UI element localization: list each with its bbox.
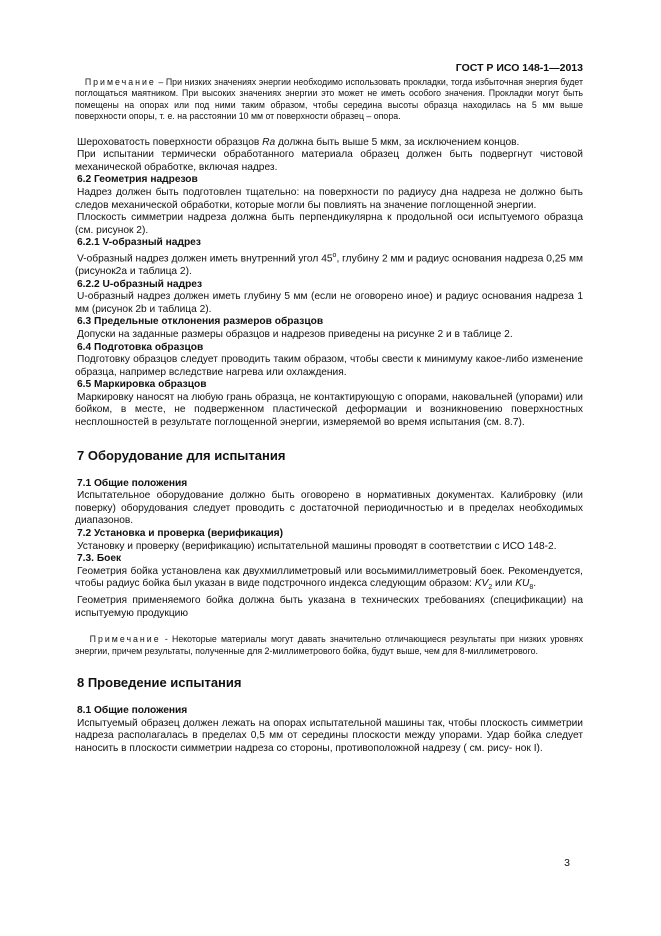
paragraph-roughness bbox=[75, 137, 583, 150]
kv-symbol: KV bbox=[474, 578, 489, 590]
section-7-3-paragraph-2: Геометрия применяемого бойка должна быть указана в технических требованиях (спецификации) на испытуемую продукцию bbox=[75, 595, 583, 619]
note-paragraph-2 bbox=[75, 634, 583, 657]
ra-symbol: Ra bbox=[262, 136, 276, 148]
section-7-title: 7 Оборудование для испытания bbox=[77, 447, 286, 463]
document-id-header: ГОСТ Р ИСО 148-1—2013 bbox=[455, 62, 583, 74]
section-6-2-paragraph-2: Плоскость симметрии надреза должна быть перпендикулярна к продольной оси испытуемого образца (см. рисунок 2). bbox=[75, 212, 583, 236]
section-6-3-paragraph: Допуски на заданные размеры образцов и надрезов приведены на рисунке 2 и в таблице 2. bbox=[77, 328, 513, 340]
section-7-2-title: 7.2 Установка и проверка (верификация) bbox=[77, 528, 284, 540]
text-span: Шероховатость поверхности образцов bbox=[77, 136, 263, 148]
section-7-1-title: 7.1 Общие положения bbox=[77, 477, 188, 489]
text-span: , глубину 2 мм и радиус основания надреза 0,25 мм (рисунок2a и таблица 2). bbox=[75, 253, 583, 277]
text-span: V-образный надрез должен иметь внутренний угол 45 bbox=[77, 253, 333, 265]
note-label: Примечание bbox=[84, 77, 156, 87]
text-span: Геометрия бойка установлена как двухмиллиметровый или восьмимиллиметровый боек. Рекомендуется, чтобы радиус бойка был указан в виде подстрочного индекса следующим образом: bbox=[75, 565, 583, 590]
section-6-2-title: 6.2 Геометрия надрезов bbox=[77, 174, 198, 186]
section-6-2-2-title: 6.2.2 U-образный надрез bbox=[77, 278, 203, 290]
section-6-2-1-paragraph bbox=[75, 250, 583, 279]
section-6-4-paragraph: Подготовку образцов следует проводить таким образом, чтобы свести к минимуму какое-либо изменение образца, например вследствие нагрева или охлаждения. bbox=[75, 354, 583, 378]
page-content bbox=[75, 77, 583, 755]
text-span: или bbox=[492, 578, 516, 590]
degree-sign: o bbox=[332, 251, 337, 259]
section-6-4-title: 6.4 Подготовка образцов bbox=[77, 341, 204, 353]
section-6-2-paragraph-1: Надрез должен быть подготовлен тщательно: на поверхности по радиусу дна надреза не должно быть следов механической обработки, которые могли бы повлиять на значение поглощенной энергии. bbox=[75, 187, 583, 211]
kv-subscript: 2 bbox=[488, 584, 493, 592]
section-7-1-paragraph: Испытательное оборудование должно быть оговорено в нормативных документах. Калибровку (или поверку) оборудования следует проводить с достаточной периодичностью и в пределах необходимых диапазонов. bbox=[75, 490, 583, 527]
page-number: 3 bbox=[564, 857, 570, 869]
section-6-5-paragraph: Маркировку наносят на любую грань образца, не контактирующую с опорами, наковальней (упорами) или бойком, в месте, не подверженном пластической деформации и возникновению поверхностных несплошностей в результате поглощенной энергии, измеряемой во время испытания (см. 8.7). bbox=[75, 391, 583, 429]
note-text: - Некоторые материалы могут давать значительно отличающиеся результаты при низких уровнях энергии, причем результаты, полученные для 2-миллиметрового бойка, будут выше, чем для 8-миллиметрового. bbox=[75, 634, 583, 656]
note-label: Примечание bbox=[89, 634, 161, 645]
section-8-1-paragraph: Испытуемый образец должен лежать на опорах испытательной машины так, чтобы плоскость симметрии надреза располагалась в пределах 0,5 мм от середины плоскости между упорами. Удар бойка следует наносить в плоскости симметрии надреза со стороны, противоположной надрезу ( см. рису- нок I). bbox=[75, 717, 583, 754]
section-6-3-title: 6.3 Предельные отклонения размеров образцов bbox=[77, 316, 324, 328]
section-6-5-title: 6.5 Маркировка образцов bbox=[77, 379, 207, 391]
paragraph-heat-treatment: При испытании термически обработанного материала образец должен быть подвергнут чистовой механической обработке, включая надрез. bbox=[75, 149, 583, 173]
note-paragraph-1 bbox=[75, 77, 583, 123]
section-6-2-2-paragraph: U-образный надрез должен иметь глубину 5 мм (если не оговорено иное) и радиус основания надреза 1 мм (рисунок 2b и таблица 2). bbox=[75, 291, 583, 315]
section-7-3-title: 7.3. Боек bbox=[77, 553, 122, 565]
section-7-3-paragraph-1 bbox=[75, 566, 583, 595]
ku-symbol: KU bbox=[515, 578, 530, 590]
section-6-2-1-title: 6.2.1 V-образный надрез bbox=[77, 237, 201, 249]
text-span: . bbox=[533, 578, 537, 590]
section-7-2-paragraph: Установку и проверку (верификацию) испытательной машины проводят в соответствии с ИСО 148-2. bbox=[77, 540, 557, 552]
ku-subscript: 8 bbox=[529, 584, 534, 592]
section-8-title: 8 Проведение испытания bbox=[77, 675, 242, 691]
note-text: – При низких значениях энергии необходимо использовать прокладки, тогда избыточная энергия будет поглощаться маятником. При высоких значениях энергии это может не иметь особого значения. Прокладки могут быть помещены на опорах или под ними таким образом, чтобы середина высоты образца находилась на 5 мм выше поверхности опоры, т. е. на расстоянии 10 мм от поверхности образец – опора. bbox=[75, 77, 583, 122]
text-span: должна быть выше 5 мкм, за исключением концов. bbox=[275, 136, 520, 148]
section-8-1-title: 8.1 Общие положения bbox=[77, 705, 188, 717]
